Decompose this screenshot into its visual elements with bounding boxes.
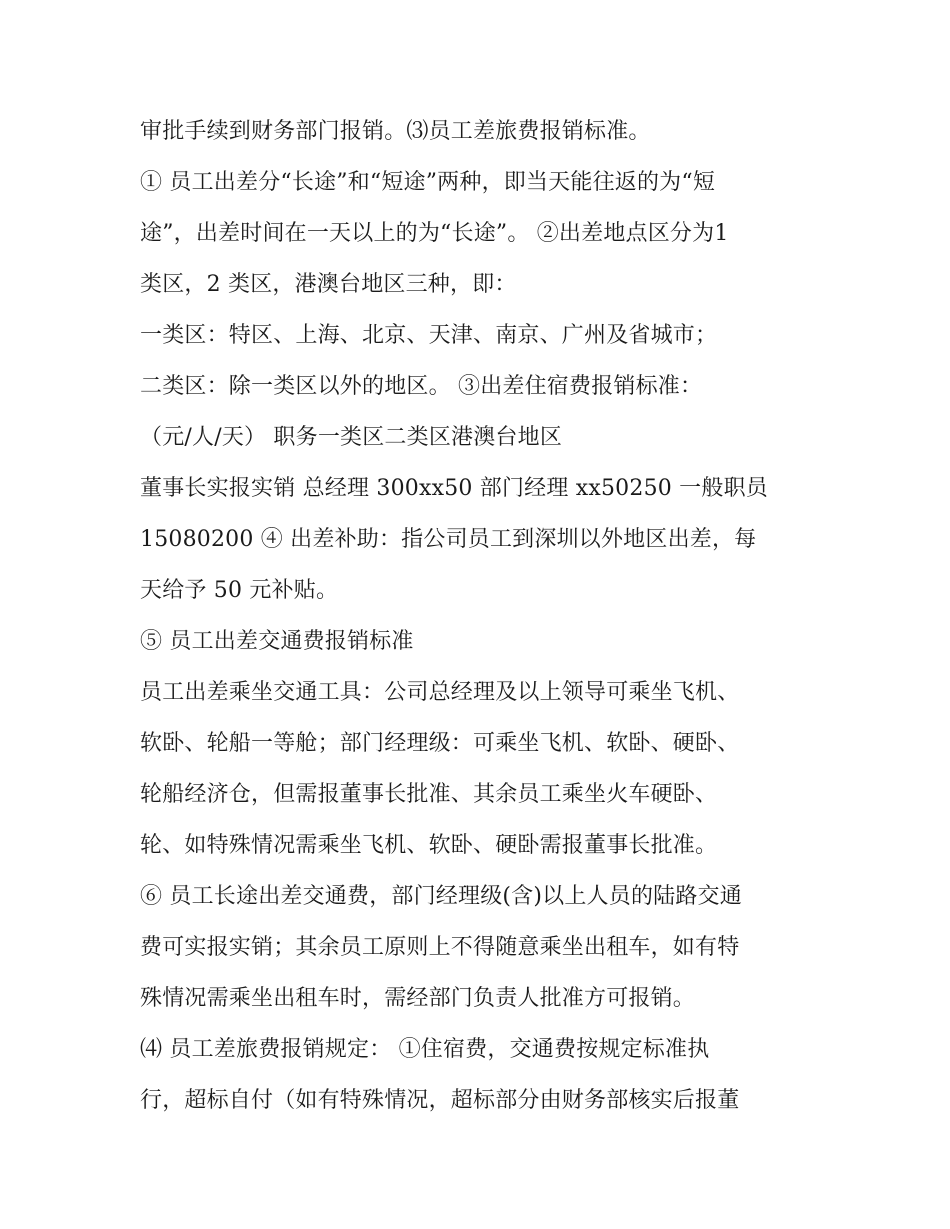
text-line-13: 软卧、轮船一等舱；部门经理级：可乘坐飞机、软卧、硬卧、 [140, 731, 740, 756]
text-line-10: 天给予 50 元补贴。 [140, 578, 339, 603]
text-line-6: 二类区：除一类区以外的地区。 ③出差住宿费报销标准： [140, 374, 703, 399]
text-line-14: 轮船经济仓，但需报董事长批准、其余员工乘坐火车硬卧、 [140, 782, 718, 807]
text-line-8: 董事长实报实销 总经理 300xx50 部门经理 xx50250 一般职员 [140, 476, 768, 501]
text-line-7: （元/人/天） 职务一类区二类区港澳台地区 [140, 425, 563, 450]
text-line-20: 行，超标自付（如有特殊情况，超标部分由财务部核实后报董 [140, 1088, 740, 1113]
text-line-3: 途”，出差时间在一天以上的为“长途”。 ②出差地点区分为1 [140, 221, 729, 246]
text-line-18: 殊情况需乘坐出租车时，需经部门负责人批准方可报销。 [140, 986, 696, 1011]
text-line-4: 类区，2 类区，港澳台地区三种，即： [140, 272, 517, 297]
text-line-17: 费可实报实销；其余员工原则上不得随意乘坐出租车，如有特 [140, 935, 740, 960]
text-line-2: ① 员工出差分“长途”和“短途”两种，即当天能往返的为“短 [140, 170, 716, 195]
text-line-1: 审批手续到财务部门报销。⑶员工差旅费报销标准。 [140, 119, 651, 144]
text-line-11: ⑤ 员工出差交通费报销标准 [140, 629, 414, 654]
text-line-15: 轮、如特殊情况需乘坐飞机、软卧、硬卧需报董事长批准。 [140, 833, 718, 858]
document-body [140, 106, 820, 1126]
text-line-16: ⑥ 员工长途出差交通费，部门经理级(含)以上人员的陆路交通 [140, 884, 742, 909]
text-line-5: 一类区：特区、上海、北京、天津、南京、广州及省城市； [140, 323, 718, 348]
text-line-9: 15080200 ④ 出差补助：指公司员工到深圳以外地区出差，每 [140, 527, 757, 552]
text-line-19: ⑷ 员工差旅费报销规定： ①住宿费，交通费按规定标准执 [140, 1037, 710, 1062]
text-line-12: 员工出差乘坐交通工具：公司总经理及以上领导可乘坐飞机、 [140, 680, 740, 705]
